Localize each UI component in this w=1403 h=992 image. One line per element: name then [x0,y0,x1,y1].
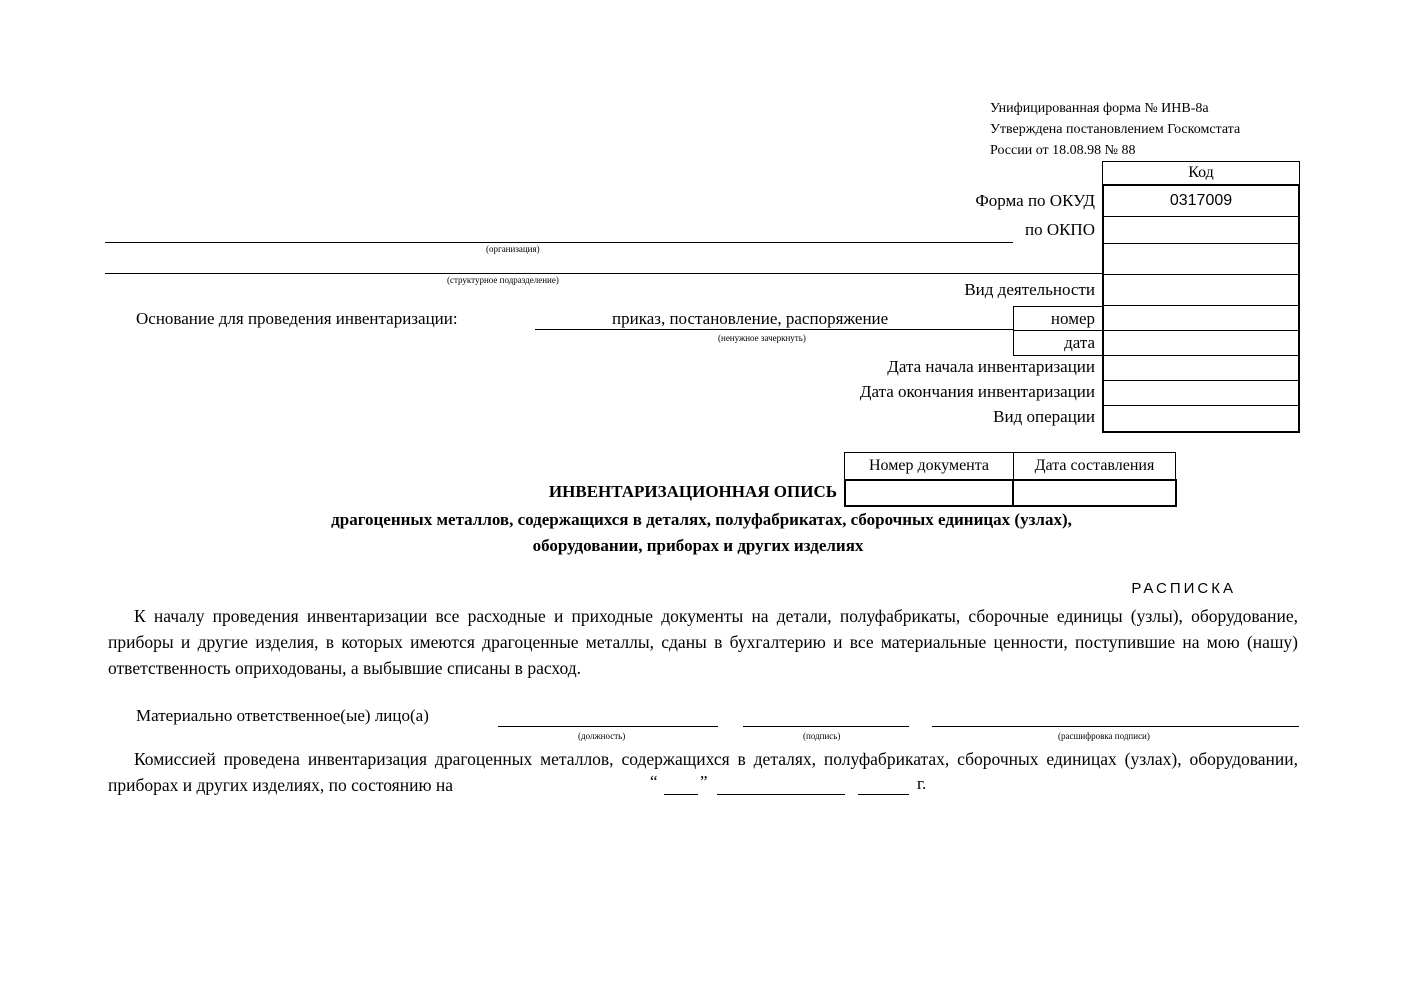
start-date-field[interactable] [1104,356,1298,380]
basis-date-field[interactable] [1104,331,1298,355]
doc-date-field[interactable] [1012,479,1177,507]
commission-text-content: Комиссией проведена инвентаризация драгоценных металлов, содержащихся в деталях, полуфабрикатах, сборочных единицах (узлах), оборудовании, приборах и других изделиях, по состоянию на [108,749,1298,795]
department-line[interactable] [105,273,1102,274]
basis-caption: (ненужное зачеркнуть) [718,333,806,343]
activity-code-field[interactable] [1104,275,1298,305]
form-approval-date: России от 18.08.98 № 88 [990,143,1136,158]
receipt-title-text: РАСПИСКА [1131,580,1236,597]
receipt-title [0,580,1236,597]
basis-line [535,329,1013,330]
signature-decode-caption: (расшифровка подписи) [1058,731,1150,741]
signature-line[interactable] [743,726,909,727]
receipt-text: К началу проведения инвентаризации все расходные и приходные документы на детали, полуфабрикаты, сборочные единицы (узлы), оборудование, приборы и другие изделия, в которых имеются драгоценные металлы, сданы в бухгалтерию и все материальные ценности, поступившие на мою (нашу) ответственность оприходованы, а выбывшие списаны в расход. [108,606,1298,678]
document-subtitle-2 [0,536,1396,556]
okud-code-value: 0317009 [1169,192,1233,209]
signature-decode-line[interactable] [932,726,1299,727]
end-date-field[interactable] [1104,381,1298,405]
basis-label: Основание для проведения инвентаризации: [136,309,458,328]
okud-label: Форма по ОКУД [975,191,1095,210]
doc-date-header [1013,452,1176,480]
position-line[interactable] [498,726,718,727]
end-date-label: Дата окончания инвентаризации [859,382,1095,401]
okpo-code-field[interactable] [1104,217,1298,243]
basis-number-label: номер [1050,309,1095,328]
position-caption: (должность) [578,731,626,741]
doc-date-header-label: Дата составления [1034,457,1155,474]
form-name: Унифицированная форма № ИНВ-8а [990,101,1209,116]
code-header-label: Код [1188,164,1214,181]
form-approval: Утверждена постановлением Госкомстата [990,122,1241,137]
date-quote-close: ” [700,772,708,791]
doc-number-header [844,452,1014,480]
date-year-suffix: г. [917,774,927,793]
responsible-label: Материально ответственное(ые) лицо(а) [136,706,429,725]
document-subtitle-2-text: оборудовании, приборах и других изделиях [532,536,864,555]
doc-number-field[interactable] [844,479,1014,507]
dept-code-field[interactable] [1104,244,1298,274]
okud-code-field[interactable] [1104,186,1298,216]
date-day-line[interactable] [664,794,698,795]
operation-code-field[interactable] [1104,406,1298,431]
activity-label: Вид деятельности [964,280,1095,299]
doc-number-header-label: Номер документа [868,457,990,474]
signature-caption: (подпись) [803,731,841,741]
organization-line[interactable] [105,242,1013,243]
basis-number-field[interactable] [1104,306,1298,330]
start-date-label: Дата начала инвентаризации [887,357,1095,376]
date-quote-open: “ [650,772,658,791]
document-subtitle-1-text: драгоценных металлов, содержащихся в деталях, полуфабрикатах, сборочных единицах (узлах), [331,510,1072,529]
date-month-line[interactable] [717,794,845,795]
document-subtitle-1 [0,510,1403,530]
basis-doc-divider [1013,330,1103,331]
organization-caption: (организация) [486,244,540,254]
okpo-label: по ОКПО [1024,220,1095,239]
basis-value[interactable]: приказ, постановление, распоряжение [612,309,889,328]
document-title: ИНВЕНТАРИЗАЦИОННАЯ ОПИСЬ [548,482,837,501]
basis-date-label: дата [1064,333,1095,352]
code-header [1102,161,1300,185]
operation-label: Вид операции [993,407,1095,426]
department-caption: (структурное подразделение) [447,275,559,285]
date-year-line[interactable] [858,794,909,795]
